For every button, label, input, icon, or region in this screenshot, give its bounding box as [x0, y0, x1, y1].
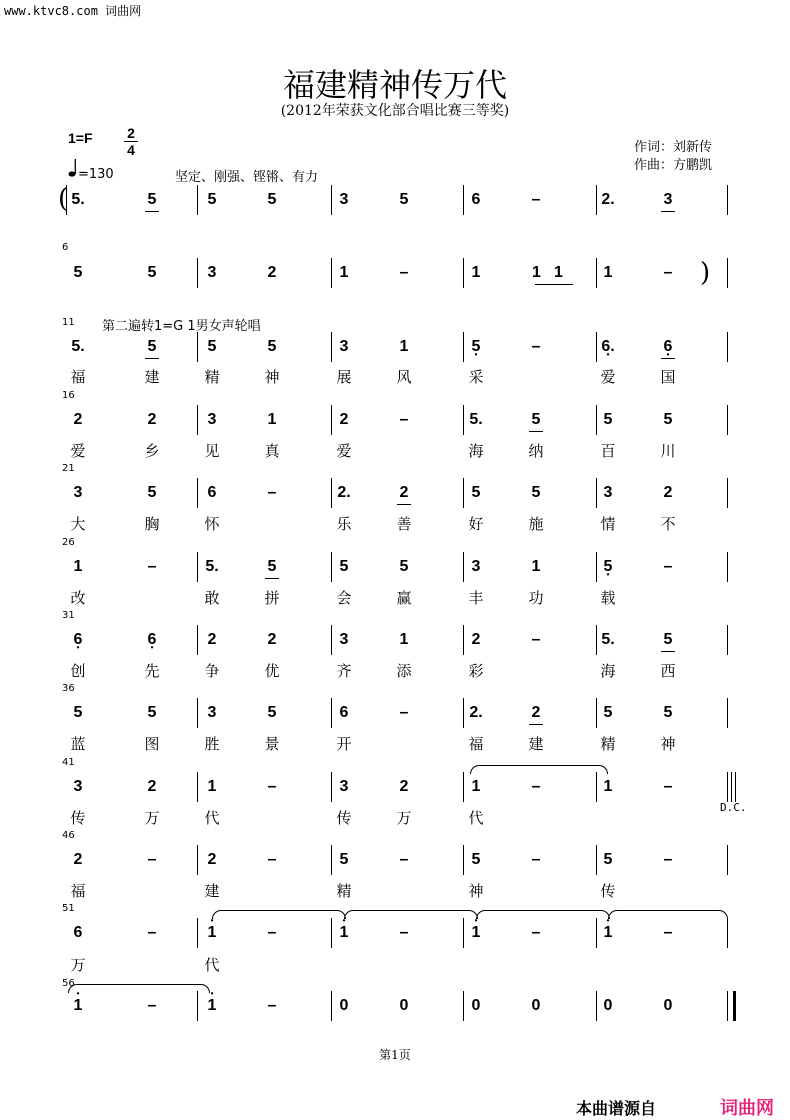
note: 2 — [526, 703, 546, 723]
measure-number: 11 — [62, 317, 75, 328]
barline — [331, 918, 332, 948]
note: 5 — [73, 704, 83, 721]
lyric: 善 — [396, 515, 412, 533]
note: 2 — [147, 411, 157, 428]
lyric: 不 — [660, 515, 676, 533]
note: 3 — [207, 264, 217, 281]
measure-number: 51 — [62, 903, 75, 914]
lyricist-credit: 作词：刘新传 — [634, 140, 713, 155]
barline — [331, 478, 332, 508]
barline — [197, 625, 198, 655]
tie-slur — [476, 910, 610, 919]
note: 5. — [205, 558, 219, 575]
note: 1 — [207, 778, 217, 795]
note: • 6 — [68, 630, 88, 650]
lyric: 拼 — [264, 589, 280, 607]
note: – — [531, 631, 541, 648]
measure-number: 26 — [62, 537, 75, 548]
note: 5. — [71, 191, 85, 208]
measure-number: 46 — [62, 830, 75, 841]
lyric: 彩 — [468, 662, 484, 680]
note: – — [663, 851, 673, 868]
lyric: 川 — [660, 442, 676, 460]
expression-marking: 坚定、刚强、铿锵、有力 — [175, 170, 319, 185]
barline — [331, 405, 332, 435]
barline — [596, 772, 597, 802]
note: – — [531, 924, 541, 941]
lyric: 精 — [204, 368, 220, 386]
barline — [197, 552, 198, 582]
note: 5. — [601, 631, 615, 648]
lyric: 先 — [144, 662, 160, 680]
note: 5. — [469, 411, 483, 428]
note: • 6 — [142, 630, 162, 650]
closing-barline — [727, 258, 728, 288]
note: 1 — [471, 778, 481, 795]
barline — [596, 405, 597, 435]
note: 3 — [658, 190, 678, 210]
note: • 1 — [202, 996, 222, 1016]
note: 5 — [526, 410, 546, 430]
note: 2 — [339, 411, 349, 428]
time-top: 2 — [127, 125, 135, 141]
note: • 1 — [68, 996, 88, 1016]
note: – — [267, 851, 277, 868]
barline — [727, 185, 728, 215]
lyric: 争 — [204, 662, 220, 680]
lyric: 齐 — [336, 662, 352, 680]
note: • 1 — [202, 923, 222, 943]
note: 3 — [339, 778, 349, 795]
note: 5 — [603, 704, 613, 721]
barline — [463, 845, 464, 875]
note: – — [531, 778, 541, 795]
note: 2 — [471, 631, 481, 648]
da-capo-mark: D.C. — [720, 801, 747, 814]
measure-number: 41 — [62, 757, 75, 768]
key-signature: 1=F — [68, 130, 93, 146]
lyric: 真 — [264, 442, 280, 460]
note: 5 — [147, 704, 157, 721]
lyric: 传 — [600, 882, 616, 900]
note: 5 — [147, 484, 157, 501]
lyric: 福 — [70, 882, 86, 900]
note: 5 — [663, 411, 673, 428]
barline — [197, 258, 198, 288]
lyric: 好 — [468, 515, 484, 533]
barline — [596, 698, 597, 728]
note: • 5 — [598, 557, 618, 577]
note: 5 — [399, 558, 409, 575]
note: 1 — [603, 778, 613, 795]
barline — [463, 772, 464, 802]
lyric: 胸 — [144, 515, 160, 533]
note: – — [147, 558, 157, 575]
barline — [463, 332, 464, 362]
measure-number: 16 — [62, 390, 75, 401]
lyric: 开 — [336, 735, 352, 753]
barline — [197, 918, 198, 948]
note: 6 — [471, 191, 481, 208]
lyric: 爱 — [600, 368, 616, 386]
note: 3 — [339, 191, 349, 208]
opening-barline — [66, 185, 67, 215]
note: 5 — [603, 851, 613, 868]
note: 1 — [339, 264, 349, 281]
note: – — [663, 778, 673, 795]
opening-bracket: ( — [58, 184, 69, 214]
note: 5 — [207, 338, 217, 355]
note: – — [267, 997, 277, 1014]
note: 2 — [267, 631, 277, 648]
note: – — [147, 924, 157, 941]
lyric: 乐 — [336, 515, 352, 533]
lyric: 胜 — [204, 735, 220, 753]
barline — [727, 845, 728, 875]
note: 5. — [71, 338, 85, 355]
lyric: 百 — [600, 442, 616, 460]
lyric: 见 — [204, 442, 220, 460]
note: • 1 — [598, 923, 618, 943]
barline — [331, 625, 332, 655]
lyric: 丰 — [468, 589, 484, 607]
lyric: 蓝 — [70, 735, 86, 753]
note: 5 — [471, 484, 481, 501]
measure-number: 31 — [62, 610, 75, 621]
tie-slur — [608, 910, 728, 919]
note: 1 — [267, 411, 277, 428]
modulation-direction: 第二遍转1=G 1男女声轮唱 — [102, 319, 261, 334]
lyric: 万 — [144, 809, 160, 827]
barline — [727, 405, 728, 435]
note: 1 — [471, 264, 481, 281]
note: 5 — [339, 558, 349, 575]
note: 1 — [399, 631, 409, 648]
note: – — [663, 264, 673, 281]
barline — [596, 478, 597, 508]
note: – — [663, 558, 673, 575]
note: 5 — [142, 190, 162, 210]
lyric: 海 — [468, 442, 484, 460]
note: 5 — [658, 630, 678, 650]
note: 5 — [267, 704, 277, 721]
note: – — [531, 851, 541, 868]
barline — [331, 991, 332, 1021]
barline — [197, 991, 198, 1021]
barline — [463, 625, 464, 655]
lyric: 代 — [204, 956, 220, 974]
note: • 1 — [466, 923, 486, 943]
note: – — [663, 924, 673, 941]
note: – — [399, 704, 409, 721]
note: – — [267, 924, 277, 941]
lyric: 图 — [144, 735, 160, 753]
lyric: 优 — [264, 662, 280, 680]
note: 5 — [262, 557, 282, 577]
note: 2 — [207, 631, 217, 648]
barline — [727, 552, 728, 582]
barline — [463, 991, 464, 1021]
lyric: 改 — [70, 589, 86, 607]
barline — [596, 845, 597, 875]
final-barline — [733, 991, 736, 1021]
note: 5 — [207, 191, 217, 208]
lyric: 施 — [528, 515, 544, 533]
note: 3 — [73, 778, 83, 795]
lyric: 代 — [468, 809, 484, 827]
note: • 1 — [334, 923, 354, 943]
lyric: 精 — [336, 882, 352, 900]
barline — [596, 185, 597, 215]
lyric: 展 — [336, 368, 352, 386]
lyric: 万 — [70, 956, 86, 974]
lyric: 大 — [70, 515, 86, 533]
lyric: 爱 — [70, 442, 86, 460]
barline — [463, 552, 464, 582]
lyric: 福 — [468, 735, 484, 753]
lyric: 神 — [468, 882, 484, 900]
lyric: 建 — [528, 735, 544, 753]
note: 2 — [73, 851, 83, 868]
note: – — [531, 191, 541, 208]
note: 0 — [531, 997, 541, 1014]
barline — [463, 258, 464, 288]
barline — [727, 478, 728, 508]
tie-slur — [212, 910, 346, 919]
barline — [197, 845, 198, 875]
barline — [727, 625, 728, 655]
barline — [197, 698, 198, 728]
lyric: 会 — [336, 589, 352, 607]
barline — [463, 185, 464, 215]
note: 3 — [339, 338, 349, 355]
barline — [331, 552, 332, 582]
lyric: 风 — [396, 368, 412, 386]
measure-number: 21 — [62, 463, 75, 474]
note: 1 — [531, 558, 541, 575]
lyric: 建 — [204, 882, 220, 900]
tie-slur — [344, 910, 478, 919]
note: 2. — [601, 191, 615, 208]
note: 5 — [267, 338, 277, 355]
note: 0 — [339, 997, 349, 1014]
note: – — [267, 484, 277, 501]
barline — [331, 698, 332, 728]
composer-credit: 作曲：方鹏凯 — [634, 158, 713, 173]
barline — [727, 772, 728, 802]
barline — [331, 332, 332, 362]
note: 1 — [73, 558, 83, 575]
lyric: 怀 — [204, 515, 220, 533]
double-barline — [731, 772, 732, 802]
barline — [331, 258, 332, 288]
source-text: 本曲谱源自 — [576, 1099, 657, 1118]
note: 6 — [73, 924, 83, 941]
barline — [596, 552, 597, 582]
barline — [596, 258, 597, 288]
barline — [197, 332, 198, 362]
barline — [727, 918, 728, 948]
lyric: 代 — [204, 809, 220, 827]
time-signature — [124, 126, 138, 157]
note: – — [147, 997, 157, 1014]
lyric: 海 — [600, 662, 616, 680]
lyric: 精 — [600, 735, 616, 753]
lyric: 建 — [144, 368, 160, 386]
lyric: 爱 — [336, 442, 352, 460]
measure-number: 56 — [62, 978, 75, 989]
time-bottom: 4 — [127, 142, 135, 158]
note: • 6. — [598, 337, 618, 357]
lyric: 传 — [336, 809, 352, 827]
closing-bracket: ) — [700, 258, 711, 288]
page-number: 第1页 — [379, 1048, 411, 1062]
note: – — [399, 411, 409, 428]
barline — [331, 845, 332, 875]
note: – — [399, 924, 409, 941]
barline — [463, 478, 464, 508]
barline — [727, 698, 728, 728]
tempo-value: =130 — [78, 167, 114, 182]
lyric: 万 — [396, 809, 412, 827]
note: 0 — [663, 997, 673, 1014]
note: 5 — [531, 484, 541, 501]
lyric: 创 — [70, 662, 86, 680]
note: 3 — [207, 704, 217, 721]
note: 2 — [267, 264, 277, 281]
note: 5 — [603, 411, 613, 428]
note: 5 — [663, 704, 673, 721]
note: 2. — [337, 484, 351, 501]
note: 2 — [147, 778, 157, 795]
lyric: 纳 — [528, 442, 544, 460]
measure-number: 6 — [62, 242, 69, 253]
lyric: 国 — [660, 368, 676, 386]
site-watermark: www.ktvc8.com 词曲网 — [4, 4, 142, 18]
barline — [463, 698, 464, 728]
lyric: 功 — [528, 589, 544, 607]
note: 3 — [339, 631, 349, 648]
note: 11 — [532, 264, 577, 281]
lyric: 敢 — [204, 589, 220, 607]
note: 2. — [469, 704, 483, 721]
brand-logo: 词曲网 — [720, 1098, 774, 1119]
barline — [463, 405, 464, 435]
note: 0 — [399, 997, 409, 1014]
barline — [596, 991, 597, 1021]
barline — [197, 185, 198, 215]
lyric: 情 — [600, 515, 616, 533]
lyric: 传 — [70, 809, 86, 827]
note: 2 — [663, 484, 673, 501]
lyric: 赢 — [396, 589, 412, 607]
barline — [331, 772, 332, 802]
note: 2 — [73, 411, 83, 428]
note: 1 — [603, 264, 613, 281]
note: 3 — [603, 484, 613, 501]
note: – — [399, 264, 409, 281]
double-barline — [735, 772, 736, 802]
measure-number: 36 — [62, 683, 75, 694]
note: 3 — [471, 558, 481, 575]
tie-slur — [470, 765, 608, 774]
note: 2 — [399, 778, 409, 795]
note: – — [147, 851, 157, 868]
tempo-marking — [68, 158, 114, 182]
note: • 5 — [466, 337, 486, 357]
song-title: 福建精神传万代 — [282, 66, 507, 104]
note: 2 — [394, 483, 414, 503]
barline — [727, 332, 728, 362]
song-subtitle: (2012年荣获文化部合唱比赛三等奖) — [280, 103, 510, 119]
quarter-note-icon — [68, 158, 78, 178]
lyric: 西 — [660, 662, 676, 680]
note: 5 — [471, 851, 481, 868]
note: 5 — [267, 191, 277, 208]
note: 3 — [207, 411, 217, 428]
note: – — [531, 338, 541, 355]
note: 0 — [471, 997, 481, 1014]
note: 5 — [142, 337, 162, 357]
tie-slur — [68, 984, 210, 993]
barline — [331, 185, 332, 215]
barline — [596, 625, 597, 655]
barline — [197, 478, 198, 508]
lyric: 福 — [70, 368, 86, 386]
note: – — [399, 851, 409, 868]
note: 5 — [399, 191, 409, 208]
note: 5 — [147, 264, 157, 281]
lyric: 神 — [264, 368, 280, 386]
note: 2 — [207, 851, 217, 868]
note: 5 — [73, 264, 83, 281]
barline — [596, 332, 597, 362]
barline — [596, 918, 597, 948]
barline — [727, 991, 728, 1021]
barline — [197, 772, 198, 802]
lyric: 乡 — [144, 442, 160, 460]
barline — [463, 918, 464, 948]
barline — [197, 405, 198, 435]
note: • 6 — [658, 337, 678, 357]
note: 6 — [339, 704, 349, 721]
note: 6 — [207, 484, 217, 501]
note: 0 — [603, 997, 613, 1014]
note: 1 — [399, 338, 409, 355]
note: – — [267, 778, 277, 795]
lyric: 景 — [264, 735, 280, 753]
note: 5 — [339, 851, 349, 868]
lyric: 采 — [468, 368, 484, 386]
lyric: 添 — [396, 662, 412, 680]
lyric: 神 — [660, 735, 676, 753]
note: 3 — [73, 484, 83, 501]
lyric: 载 — [600, 589, 616, 607]
